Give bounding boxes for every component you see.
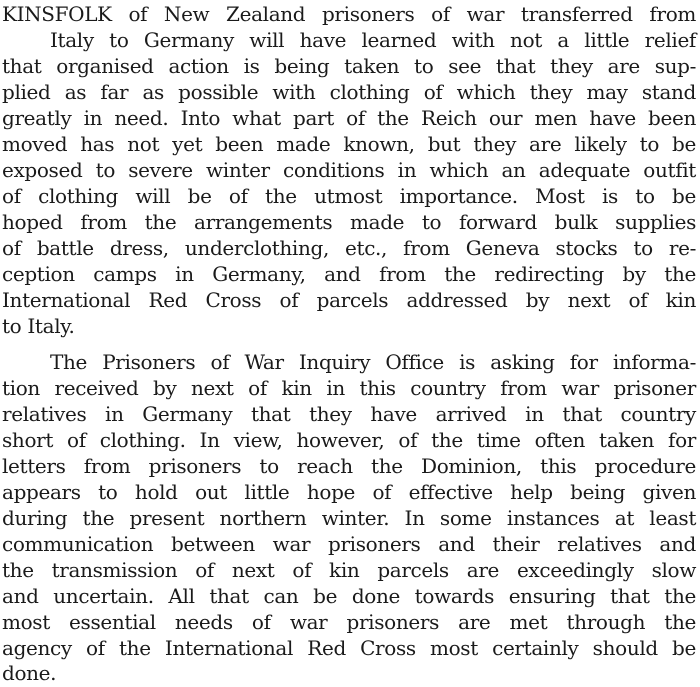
text-line: letters from prisoners to reach the Dominion, this procedure [2,454,696,478]
text-line: Italy to Germany will have learned with not a little relief [50,28,696,52]
text-line: appears to hold out little hope of effective help being given [2,480,696,504]
text-line: short of clothing. In view, however, of the time often taken for [2,428,696,452]
text-line: of clothing will be of the utmost importance. Most is to be [2,184,696,208]
text-line: communication between war prisoners and their relatives and [2,532,696,556]
text-line: that organised action is being taken to see that they are sup- [2,54,696,78]
text-line: International Red Cross of parcels addressed by next of kin [2,288,696,312]
text-line: tion received by next of kin in this country from war prisoner [2,376,696,400]
text-line: done. [2,661,57,685]
article-page [2,2,696,685]
text-line: The Prisoners of War Inquiry Office is asking for informa- [50,350,696,374]
text-line: relatives in Germany that they have arrived in that country [2,402,696,426]
text-line: hoped from the arrangements made to forward bulk supplies [2,210,696,234]
text-line: ception camps in Germany, and from the redirecting by the [2,262,696,286]
text-line: the transmission of next of kin parcels are exceedingly slow [2,558,696,582]
text-line: moved has not yet been made known, but they are likely to be [2,132,696,156]
text-line: most essential needs of war prisoners are met through the [2,610,696,634]
text-line: during the present northern winter. In some instances at least [2,506,696,530]
text-line: KINSFOLK of New Zealand prisoners of war transferred from [2,2,696,26]
text-line: plied as far as possible with clothing of which they may stand [2,80,696,104]
text-line: greatly in need. Into what part of the Reich our men have been [2,106,696,130]
text-line: exposed to severe winter conditions in which an adequate outfit [2,158,696,182]
text-line: to Italy. [2,314,75,338]
text-line: of battle dress, underclothing, etc., from Geneva stocks to re- [2,236,696,260]
text-line: agency of the International Red Cross most certainly should be [2,636,696,660]
text-line: and uncertain. All that can be done towards ensuring that the [2,584,696,608]
